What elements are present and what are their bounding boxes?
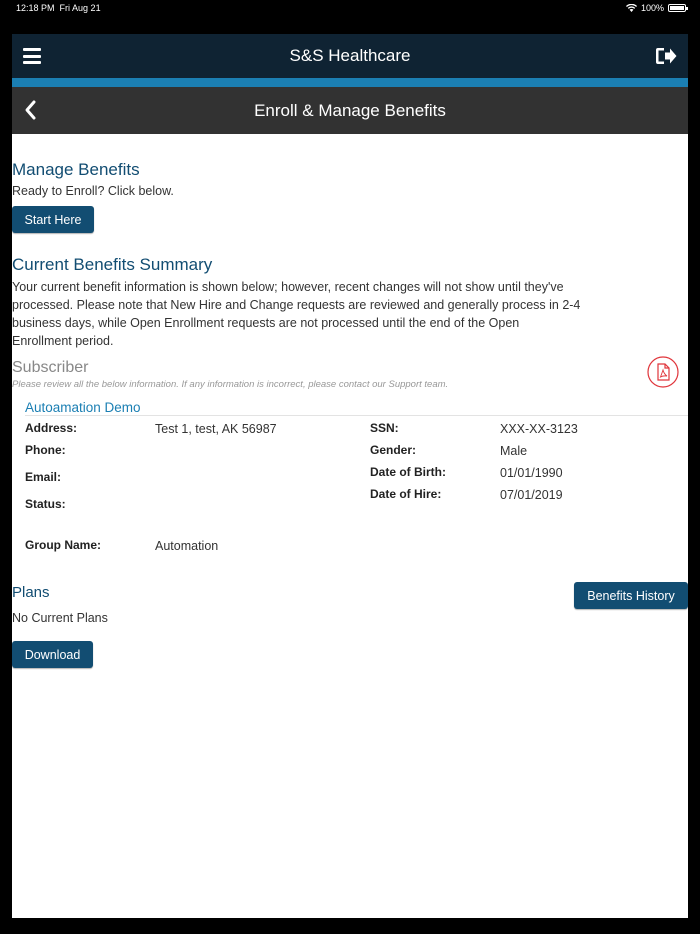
date-text: Fri Aug 21 — [59, 3, 101, 13]
dob-label: Date of Birth: — [370, 465, 446, 479]
doh-value: 07/01/2019 — [500, 488, 563, 502]
top-nav-bar — [12, 34, 688, 78]
status-right — [626, 3, 686, 13]
email-label: Email: — [25, 470, 62, 484]
enroll-prompt: Ready to Enroll? Click below. — [12, 184, 174, 198]
plans-heading: Plans — [12, 584, 50, 601]
manage-benefits-heading: Manage Benefits — [12, 160, 140, 179]
battery-icon — [668, 4, 686, 12]
status-time — [16, 3, 101, 13]
battery-percent: 100% — [640, 3, 664, 13]
member-name: Autoamation Demo — [25, 400, 141, 415]
page-header-bar — [12, 87, 688, 134]
gender-value: Male — [500, 444, 528, 458]
address-label: Address: — [25, 421, 78, 435]
app-title: S&S Healthcare — [289, 46, 411, 65]
accent-stripe — [12, 78, 688, 87]
no-plans-text: No Current Plans — [12, 611, 108, 625]
clock-text: 12:18 PM — [16, 3, 55, 13]
ssn-label: SSN: — [370, 421, 399, 435]
wifi-icon — [626, 4, 637, 12]
logout-icon[interactable] — [655, 46, 677, 66]
status-bar — [0, 0, 700, 18]
summary-description: Your current benefit information is shown below; however, recent changes will not show until they've processed. Please note that New Hire and Change requests are reviewed and generally process in 2-4 business days, while Open Enrollment requests are not processed until the end of the Open Enrollment period. — [12, 280, 581, 348]
page-title: Enroll & Manage Benefits — [254, 101, 446, 120]
subscriber-note: Please review all the below information. If any information is incorrect, please contact our Support team. — [12, 379, 449, 390]
download-button[interactable]: Download — [12, 641, 93, 668]
group-name-value: Automation — [155, 539, 219, 553]
pdf-icon[interactable] — [647, 356, 679, 388]
app-window — [12, 34, 688, 918]
benefits-history-button[interactable]: Benefits History — [574, 582, 688, 609]
start-here-button[interactable]: Start Here — [12, 206, 94, 233]
divider — [25, 415, 688, 416]
summary-heading: Current Benefits Summary — [12, 255, 213, 274]
phone-label: Phone: — [25, 443, 66, 457]
address-value: Test 1, test, AK 56987 — [155, 422, 277, 436]
status-label: Status: — [25, 497, 66, 511]
group-name-label: Group Name: — [25, 538, 102, 552]
ssn-value: XXX-XX-3123 — [500, 422, 578, 436]
subscriber-heading: Subscriber — [12, 359, 89, 376]
doh-label: Date of Hire: — [370, 487, 442, 501]
dob-value: 01/01/1990 — [500, 466, 563, 480]
gender-label: Gender: — [370, 443, 417, 457]
